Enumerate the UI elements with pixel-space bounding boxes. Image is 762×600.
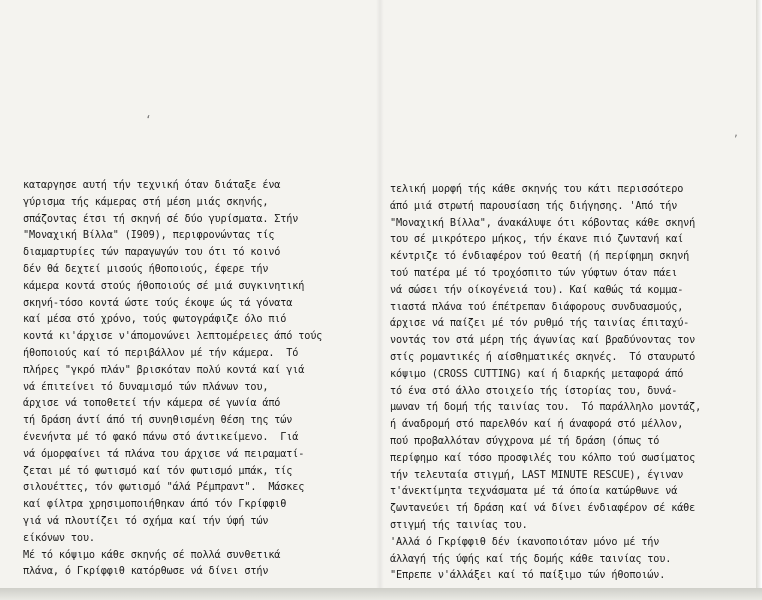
text-line: στίς ρομαντικές ή αίσθηματικές σκηνές. Τό σταυρωτό: [390, 351, 696, 363]
text-line: σκηνή-τόσο κοντά ώστε τούς έκοψε ώς τά γόνατα: [23, 297, 293, 309]
text-line: ένενήντα μέ τό φακό πάνω στό άντικείμενο. Γιά: [23, 431, 299, 443]
text-line: στιγμή τής ταινίας του.: [390, 519, 528, 531]
page-edge: [756, 0, 762, 600]
text-line: τιαστά πλάνα τού έπέτρεπαν διάφορους συνδυασμούς,: [390, 301, 684, 313]
text-line: νά σώσει τήν οίκογένειά του). Καί καθώς τά κομμα-: [390, 284, 684, 296]
paper-speck: ‘: [145, 113, 152, 126]
paper-speck: ‚: [733, 128, 740, 139]
text-line: νά όμορφαίνει τά πλάνα του άρχισε νά πειραματί-: [23, 448, 305, 460]
text-line: καταργησε αυτή τήν τεχνική όταν διάταξε ένα: [23, 180, 281, 191]
text-line: άλλαγή τής ύφής καί τής δομής κάθε ταινίας του.: [390, 553, 672, 565]
text-line: τελική μορφή τής κάθε σκηνής του κάτι περισσότερο: [390, 184, 684, 195]
text-line: περίφημο καί τόσο προσφιλές του κόλπο τού σωσίματος: [390, 452, 696, 464]
text-line: κόψιμο (CROSS CUTTING) καί ή διαρκής μεταφορά άπό: [390, 368, 684, 380]
right-column: [390, 182, 742, 585]
text-line: Μέ τό κόψιμο κάθε σκηνής σέ πολλά συνθετικά: [23, 549, 281, 561]
text-line: είκόνων του.: [23, 532, 95, 544]
text-line: τή δράση άντί άπό τή συνηθισμένη θέση της τών: [23, 415, 293, 427]
text-line: μωναν τή δομή τής ταινίας του. Τό παράλληλο μοντάζ,: [390, 402, 702, 414]
text-line: νοντάς τον στά μέρη τής άγωνίας καί βραδύνοντας τον: [390, 335, 696, 347]
text-line: "Επρεπε ν'άλλάξει καί τό παίξιμο τών ήθοποιών.: [390, 570, 666, 582]
text-line: καί φίλτρα χρησιμοποιήθηκαν άπό τόν Γκρίφφιθ: [23, 499, 287, 511]
text-line: πλάνα, ό Γκρίφφιθ κατόρθωσε νά δίνει στήν: [23, 566, 269, 578]
text-line: γιά νά πλουτίζει τό σχήμα καί τήν ύφή τών: [23, 515, 269, 527]
text-line: ζεται μέ τό φωτισμό καί τόν φωτισμό μπάκ, τίς: [23, 465, 293, 477]
text-line: καί μέσα στό χρόνο, τούς φωτογράφιζε όλο πιό: [23, 314, 287, 326]
text-line: τήν τελευταία στιγμή, LAST MINUTE RESCUE), έγιναν: [390, 469, 684, 481]
text-line: κέντριζε τό ένδιαφέρον τού θεατή (ή περίφημη σκηνή: [390, 251, 690, 263]
text-line: τ'άνεκτίμητα τεχνάσματα μέ τά όποία κατώρθωνε νά: [390, 486, 678, 498]
text-line: ήθοποιούς καί τό περιβάλλον μέ τήν κάμερα. Τό: [23, 347, 299, 359]
text-line: σπάζοντας έτσι τή σκηνή σέ δύο γυρίσματα. Στήν: [23, 213, 299, 225]
bottom-page-edge: [0, 588, 762, 600]
page-gutter: [376, 0, 384, 600]
text-line: διαμαρτυρίες τών παραγωγών του ότι τό κοινό: [23, 247, 281, 259]
text-line: κάμερα κοντά στούς ήθοποιούς σέ μιά συγκινητική: [23, 280, 305, 292]
text-line: ή άναδρομή στό παρελθόν καί ή άναφορά στό μέλλον,: [390, 419, 684, 431]
text-line: σιλουέττες, τόν φωτισμό "άλά Ρέμπραντ". Μάσκες: [23, 482, 305, 494]
text-line: 'Αλλά ό Γκρίφφιθ δέν ίκανοποιόταν μόνο μέ τήν: [390, 536, 660, 548]
text-line: ζωντανεύει τή δράση καί νά δίνει ένδιαφέρον σέ κάθε: [390, 503, 696, 515]
text-line: τό ένα στό άλλο στοιχείο τής ίστορίας του, δυνά-: [390, 385, 678, 397]
text-line: κοντά κι'άρχισε ν'άπομονώνει λεπτομέρειες άπό τούς: [23, 331, 323, 343]
text-line: γύρισμα τής κάμερας στή μέση μιάς σκηνής,: [23, 196, 269, 208]
text-line: του σέ μικρότερο μήκος, τήν έκανε πιό ζωντανή καί: [390, 234, 684, 246]
text-line: άρχισε νά τοποθετεί τήν κάμερα σέ γωνία άπό: [23, 398, 281, 410]
text-line: άπό μιά στρωτή παρουσίαση τής διήγησης. 'Από τήν: [390, 200, 678, 212]
text-line: "Μοναχική Βίλλα", άνακάλυψε ότι κόβοντας κάθε σκηνή: [390, 217, 696, 229]
text-line: δέν θά δεχτεί μισούς ήθοποιούς, έφερε τήν: [23, 263, 269, 275]
text-line: πού προβαλλόταν σύγχρονα μέ τή δράση (όπως τό: [390, 435, 660, 447]
text-line: νά έπιτείνει τό δυναμισμό τών πλάνων του,: [23, 381, 269, 393]
text-line: πλήρες "γκρό πλάν" βρισκόταν πολύ κοντά καί γιά: [23, 364, 305, 376]
text-line: τού πατέρα μέ τό τροχόσπιτο τών γύφτων όταν πάει: [390, 267, 678, 279]
text-line: άρχισε νά παίζει μέ τόν ρυθμό τής ταινίας έπιταχύ-: [390, 318, 690, 330]
left-column: [23, 178, 373, 581]
text-line: "Μοναχική Βίλλα" (Ι909), περιφρονώντας τίς: [23, 230, 275, 242]
